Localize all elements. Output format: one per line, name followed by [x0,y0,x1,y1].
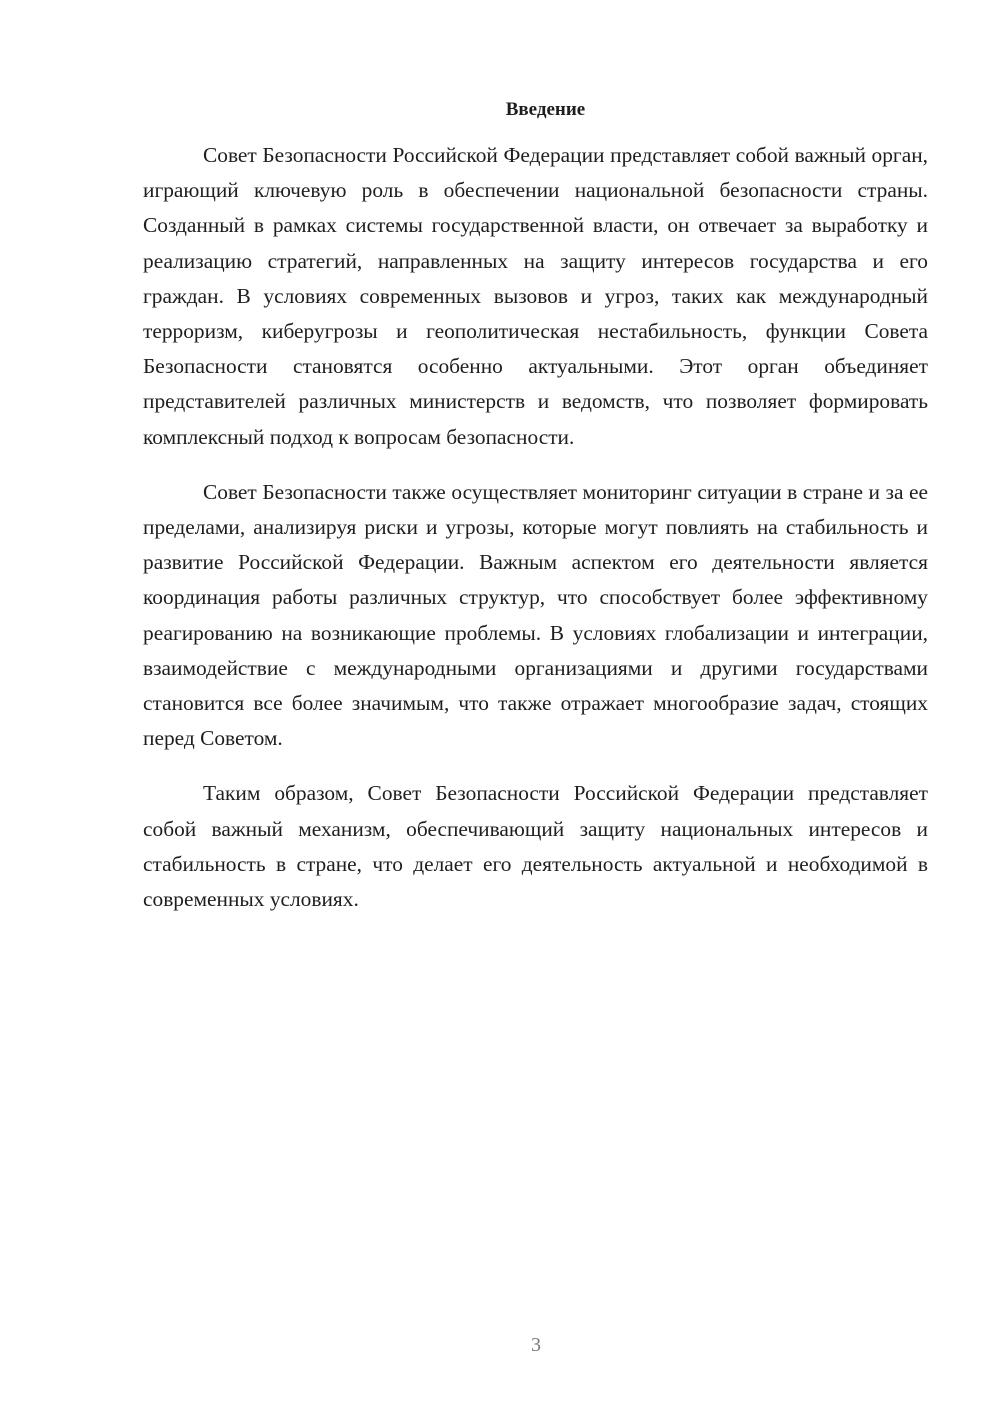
section-heading: Введение [505,99,586,120]
paragraph-3: Таким образом, Совет Безопасности Российской Федерации представляет собой важный механизм, обеспечивающий защиту национальных интересов и стабильность в стране, что делает его деятельность актуальной и необходимой в современных условиях. [143,781,928,912]
page-content [143,96,928,937]
page-number: 3 [531,1334,541,1356]
paragraph-2: Совет Безопасности также осуществляет мониторинг ситуации в стране и за ее пределами, анализируя риски и угрозы, которые могут повлиять на стабильность и развитие Российской Федерации. Важным аспектом его деятельности является координация работы различных структур, что способствует более эффективному реагированию на возникающие проблемы. В условиях глобализации и интеграции, взаимодействие с международными организациями и другими государствами становится все более значимым, что также отражает многообразие задач, стоящих перед Советом. [143,479,928,751]
paragraph-1: Совет Безопасности Российской Федерации представляет собой важный орган, играющий ключевую роль в обеспечении национальной безопасности страны. Созданный в рамках системы государственной власти, он отвечает за выработку и реализацию стратегий, направленных на защиту интересов государства и его граждан. В условиях современных вызовов и угроз, таких как международный терроризм, киберугрозы и геополитическая нестабильность, функции Совета Безопасности становятся особенно актуальными. Этот орган объединяет представителей различных министерств и ведомств, что позволяет формировать комплексный подход к вопросам безопасности. [143,143,928,449]
